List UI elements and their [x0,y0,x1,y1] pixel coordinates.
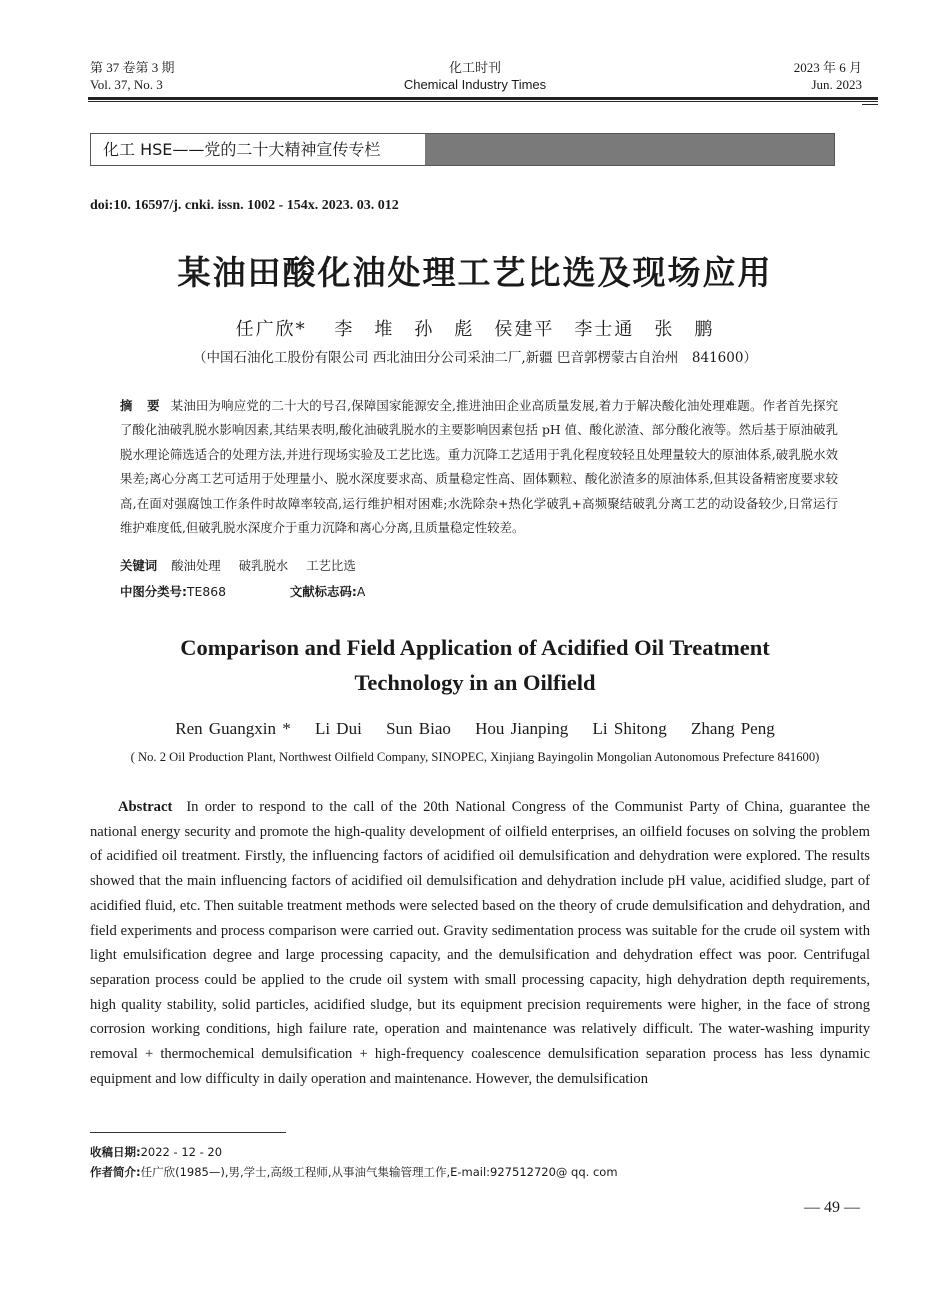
header-rule-thin [88,101,878,102]
affiliation-cn: （中国石油化工股份有限公司 西北油田分公司采油二厂,新疆 巴音郭楞蒙古自治州 841600） [193,350,757,366]
keyword-item: 酸油处理 [171,558,221,573]
abstract-en-text: In order to respond to the call of the 20th National Congress of the Communist Party of China, guarantee the national energy security and promote the high-quality development of oilfield enterprises, an oilfield focuses on solving the problem of acidified oil treatment. Firstly, the influencing factors of acidified oil demulsification and dehydration were explored. The results showed that the main influencing factors of acidified oil demulsification and dehydration include pH value, acidified sludge, part of acidified fluid, etc. Then suitable treatment methods were selected based on the theory of crude demulsification and dehydration, and field experiments and process comparison were carried out. Gravity sedimentation process was suitable for the crude oil system with light emulsification degree and large processing capacity, and the demulsification and dehydration effect was poor. Centrifugal separation process could be applied to the crude oil system with small processing capacity, high dehydration depth requirements, high quality stability, solid particles, acidified sludge, but its equipment precision requirements were higher, in the face of strong corrosion working conditions, high failure rate, operation and maintenance was relatively difficult. The water-washing impurity removal + thermochemical demulsification + high-frequency coalescence demulsification separation process has less dynamic equipment and low difficulty in daily operation and maintenance. However, the demulsification [90,799,870,1087]
issue-en: Vol. 37, No. 3 [90,77,163,92]
clc-value: TE868 [186,584,226,599]
issue-cn: 第 37 卷第 3 期 [90,60,175,75]
affiliation-en: ( No. 2 Oil Production Plant, Northwest Oilfield Company, SINOPEC, Xinjiang Bayingolin Mongolian Autonomous Prefecture 841600) [130,750,820,764]
column-banner-text: 化工 HSE——党的二十大精神宣传专栏 [91,134,425,165]
abstract-cn [120,394,838,540]
author-en: Sun Biao [386,719,451,738]
keywords-cn [120,556,370,574]
date-en: Jun. 2023 [811,77,862,92]
keyword-item: 工艺比选 [306,558,356,573]
abstract-cn-label: 摘 要 [120,398,165,413]
author-bio-label: 作者简介: [90,1165,141,1179]
journal-name-cn: 化工时刊 [448,60,501,75]
header-rule-tick [862,104,878,105]
clc-label: 中图分类号: [120,584,187,599]
column-banner-fill [425,134,834,165]
author-bio-text: 任广欣(1985—),男,学士,高级工程师,从事油气集输管理工作,E-mail:927512720@ qq. com [140,1165,618,1179]
author-en: Li Dui [314,719,362,738]
title-en-line1: Comparison and Field Application of Acidified Oil Treatment [180,635,770,660]
classification [120,582,365,600]
author-en: Zhang Peng [691,719,775,738]
header-rule-thick [88,97,878,100]
doc-code-value: A [356,584,366,599]
abstract-en [90,795,870,1091]
doi: doi:10. 16597/j. cnki. issn. 1002 - 154x. 2023. 03. 012 [90,198,399,213]
abstract-cn-text: 某油田为响应党的二十大的号召,保障国家能源安全,推进油田企业高质量发展,着力于解决酸化油处理难题。作者首先探究了酸化油破乳脱水影响因素,其结果表明,酸化油破乳脱水的主要影响因素包括 pH 值、酸化淤渣、部分酸化液等。然后基于原油破乳脱水理论筛选适合的处理方法,并进行现场实验及工艺比选。重力沉降工艺适用于乳化程度较轻且处理量较大的原油体系,破乳脱水效果差;离心分离工艺可适用于处理量小、脱水深度要求高、质量稳定性高、固体颗粒、酸化淤渣多的原油体系,但其设备精密度要求较高,在面对强腐蚀工作条件时故障率较高,运行维护相对困难;水洗除杂+热化学破乳+高频聚结破乳分离工艺的动设备较少,日常运行维护难度低,但破乳脱水深度介于重力沉降和离心分离,且质量稳定性较差。 [120,398,838,536]
keyword-item: 破乳脱水 [238,558,289,573]
author-en: Hou Jianping [475,719,569,738]
abstract-en-label: Abstract [118,799,173,815]
title-cn: 某油田酸化油处理工艺比选及现场应用 [177,253,773,292]
date-cn: 2023 年 6 月 [793,60,862,75]
footnote-received [90,1144,222,1160]
journal-name-en: Chemical Industry Times [403,77,547,92]
doc-code-label: 文献标志码: [289,584,357,599]
keywords-label: 关键词 [120,558,158,573]
author-en: Li Shitong [592,719,667,738]
page-number: — 49 — [804,1199,860,1216]
author-en: Ren Guangxin * [175,719,291,738]
received-label: 收稿日期: [90,1145,141,1159]
title-en-line2: Technology in an Oilfield [354,670,596,695]
received-date: 2022 - 12 - 20 [140,1145,223,1159]
footnote-author-bio [90,1164,618,1180]
title-en [0,630,950,700]
footnote-rule [90,1132,286,1133]
authors-cn: 任广欣* 李 堆 孙 彪 侯建平 李士通 张 鹏 [235,319,715,340]
column-banner [90,133,835,166]
publication-date [794,59,862,93]
authors-en [0,719,950,739]
